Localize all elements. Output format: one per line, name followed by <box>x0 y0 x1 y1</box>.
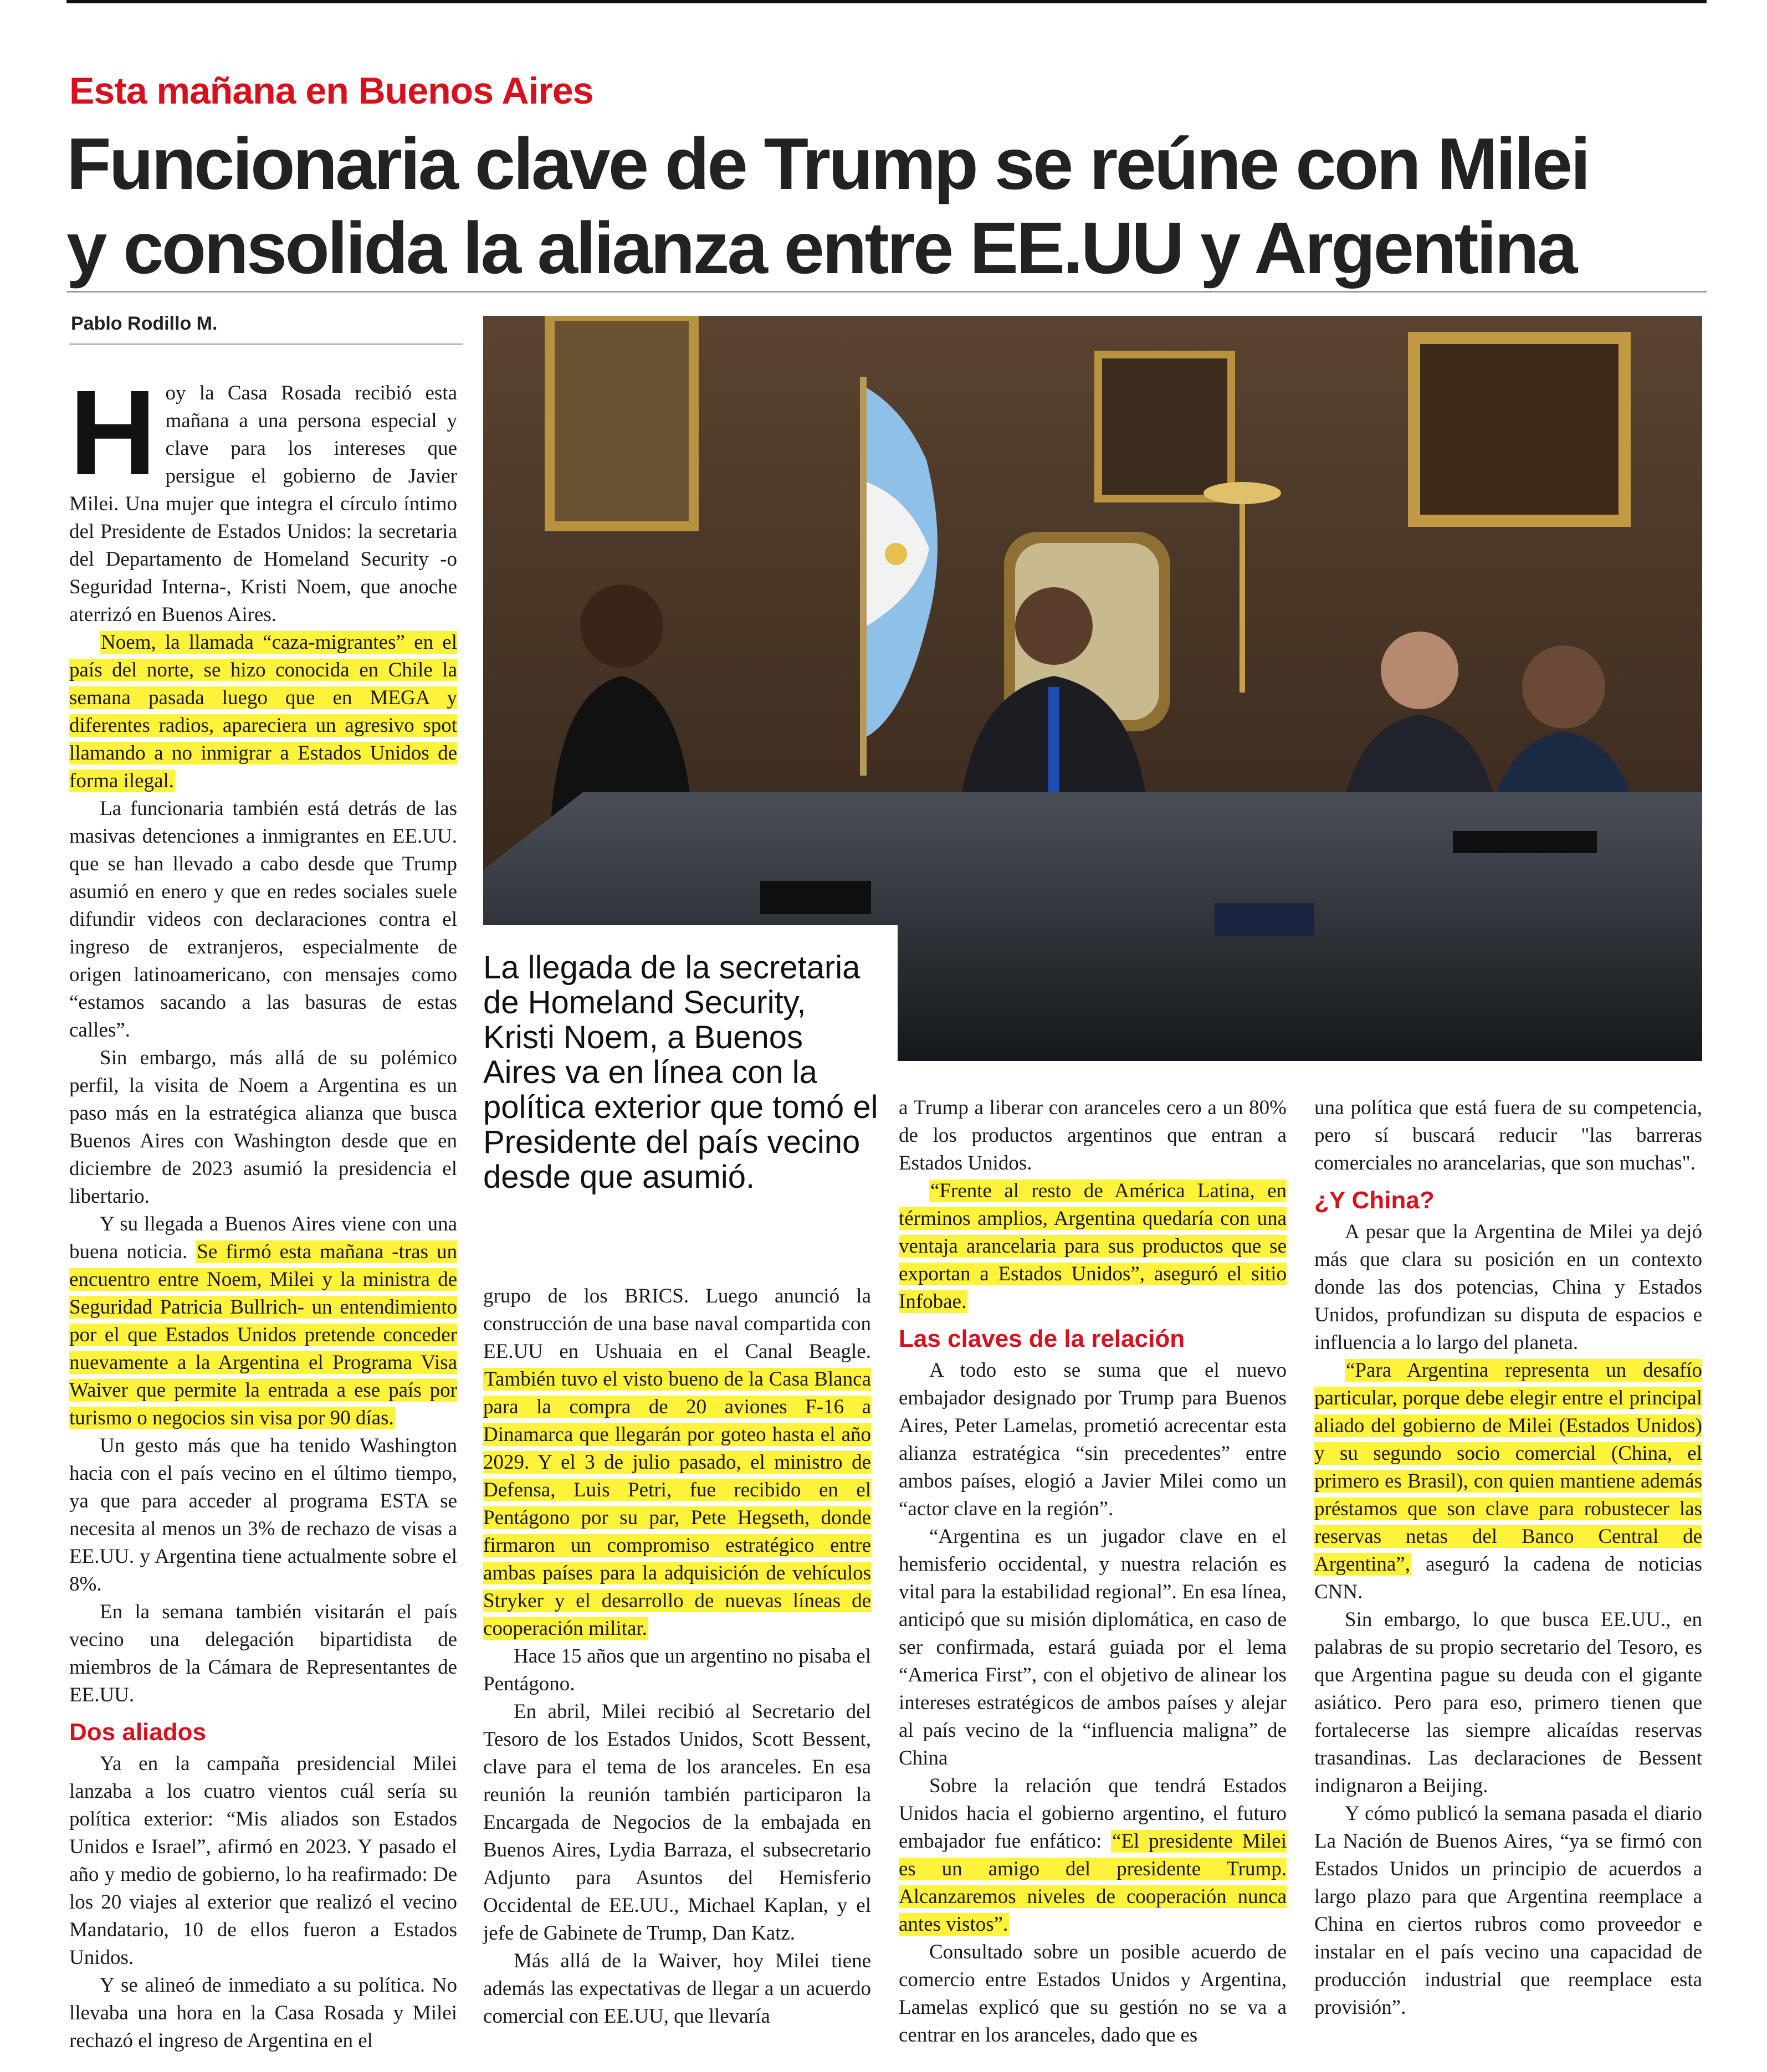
headline <box>66 122 1729 290</box>
subheading-claves: Las claves de la relación <box>899 1325 1185 1352</box>
paragraph <box>69 366 457 629</box>
paragraph: Hace 15 años que un argentino no pisaba el Pentágono. <box>483 1645 871 1695</box>
paragraph-text: Sobre la relación que tendrá Estados Unidos hacia el gobierno argentino, el futuro embajador fue enfático: <box>899 1774 1287 1853</box>
paragraph: Sin embargo, lo que busca EE.UU., en palabras de su propio secretario del Tesoro, es que Argentina pague su deuda con el gigante asiático. Pero para eso, primero tienen que fortalecerse las siempre alicaídas reservas trasandinas. Las declaraciones de Bessent indignaron a Beijing. <box>1314 1608 1702 1797</box>
subheading-dos-aliados: Dos aliados <box>69 1719 206 1746</box>
column-4 <box>1314 1094 1702 2022</box>
headline-rule <box>66 291 1707 293</box>
paragraph: Ya en la campaña presidencial Milei lanzaba a los cuatro vientos cuál sería su política exterior: “Mis aliados son Estados Unidos e Israel”, afirmó en 2023. Y pasado el año y medio de gobierno, lo ha reafirmado: De los 20 viajes al exterior que realizó el vecino Mandatario, 10 de ellos fueron a Estados Unidos. <box>69 1752 457 1969</box>
kicker: Esta mañana en Buenos Aires <box>69 70 593 112</box>
column-1 <box>69 366 457 2055</box>
paragraph: Consultado sobre un posible acuerdo de comercio entre Estados Unidos y Argentina, Lamelas explicó que su gestión no se va a centrar en los aranceles, dado que es <box>899 1941 1287 2047</box>
paragraph: Un gesto más que ha tenido Washington hacia con el país vecino en el último tiempo, ya que para acceder al programa ESTA se necesita al menos un 3% de rechazo de visas a EE.UU. y Argentina tiene actualmente sobre el 8%. <box>69 1434 457 1596</box>
column-2 <box>483 1283 871 2030</box>
paragraph <box>899 1177 1287 1316</box>
column-3 <box>899 1094 1287 2049</box>
highlighted-text: Se firmó esta mañana -tras un encuentro entre Noem, Milei y la ministra de Seguridad Patricia Bullrich- un entendimiento por el que Estados Unidos pretende conceder nuevamente a la Argentina el Programa Visa Waiver que permite la entrada a ese país por turismo o negocios sin visa por 90 días. <box>69 1240 457 1429</box>
paragraph: Y se alineó de inmediato a su política. No llevaba una hora en la Casa Rosada y Milei rechazó el ingreso de Argentina en el <box>69 1974 457 2052</box>
paragraph: Y cómo publicó la semana pasada el diario La Nación de Buenos Aires, “ya se firmó con Estados Unidos un principio de acuerdos a largo plazo para que Argentina reemplace a China en ciertos rubros como proveedor e instalar en el país vecino una capacidad de producción industrial que reemplace esta provisión”. <box>1314 1802 1702 2019</box>
paragraph: a Trump a liberar con aranceles cero a un 80% de los productos argentinos que entran a Estados Unidos. <box>899 1096 1287 1175</box>
highlighted-text: “El presidente Milei es un amigo del presidente Trump. Alcanzaremos niveles de cooperación nunca antes vistos”. <box>899 1830 1287 1936</box>
highlighted-text: “Para Argentina representa un desafío particular, porque debe elegir entre el principal aliado del gobierno de Milei (Estados Unidos) y su segundo socio comercial (China, el primero es Brasil), con quien mantiene además préstamos que son clave para robustecer las reservas netas del Banco Central de Argentina”, <box>1314 1359 1702 1576</box>
paragraph <box>483 1283 871 1643</box>
highlighted-text: También tuvo el visto bueno de la Casa Blanca para la compra de 20 aviones F-16 a Dinamarca que llegarán por goteo hasta el año 2029. Y el 3 de julio pasado, el ministro de Defensa, Luis Petri, fue recibido en el Pentágono por su par, Pete Hegseth, donde firmaron un compromiso estratégico entre ambas países para la adquisición de vehículos Stryker y el desarrollo de nuevas líneas de cooperación militar. <box>483 1368 871 1640</box>
paragraph <box>69 629 457 795</box>
paragraph <box>1314 1357 1702 1606</box>
paragraph: “Argentina es un jugador clave en el hemisferio occidental, y nuestra relación es vital para la estabilidad regional”. En esa línea, anticipó que su misión diplomática, en caso de ser confirmada, estará guiada por el lema “America First”, con el objetivo de alinear los intereses estratégicos de ambos países y alejar al país vecino de la “influencia maligna” de China <box>899 1525 1287 1770</box>
paragraph <box>899 1772 1287 1938</box>
byline: Pablo Rodillo M. <box>71 313 218 334</box>
drop-cap: H <box>69 366 157 500</box>
paragraph: En abril, Milei recibió al Secretario del Tesoro de los Estados Unidos, Scott Bessent, clave para el tema de los aranceles. En esa reunión la reunión también participaron la Encargada de Negocios de la embajada en Buenos Aires, Lydia Barraza, el subsecretario Adjunto para Asuntos del Hemisferio Occidental de EE.UU., Michael Kaplan, y el jefe de Gabinete de Trump, Dan Katz. <box>483 1700 871 1945</box>
paragraph: A todo esto se suma que el nuevo embajador designado por Trump para Buenos Aires, Peter Lamelas, prometió acrecentar esta alianza estratégica “sin precedentes” entre ambos países, elogió a Javier Milei como un “actor clave en la región”. <box>899 1359 1287 1520</box>
photo-caption: La llegada de la secretaria de Homeland Security, Kristi Noem, a Buenos Aires va en línea con la política exterior que tomó el Presidente del país vecino desde que asumió. <box>483 950 878 1195</box>
paragraph-text: aseguró la cadena de noticias CNN. <box>1314 1553 1703 1603</box>
paragraph: una política que está fuera de su competencia, pero sí buscará reducir "las barreras comerciales no arancelarias, que son muchas". <box>1314 1096 1702 1175</box>
paragraph: En la semana también visitarán el país vecino una delegación bipartidista de miembros de la Cámara de Representantes de EE.UU. <box>69 1601 457 1706</box>
paragraph: Sin embargo, más allá de su polémico perfil, la visita de Noem a Argentina es un paso más en la estratégica alianza que busca Buenos Aires con Washington desde que en diciembre de 2023 asumió la presidencia el libertario. <box>69 1047 457 1208</box>
subheading-china: ¿Y China? <box>1314 1187 1435 1214</box>
paragraph-text: grupo de los BRICS. Luego anunció la construcción de una base naval compartida con EE.UU en Ushuaia en el Canal Beagle. <box>483 1285 871 1363</box>
paragraph: A pesar que la Argentina de Milei ya dejó más que clara su posición en un contexto donde las dos potencias, China y Estados Unidos, profundizan su disputa de espacios e influencia a lo largo del planeta. <box>1314 1220 1702 1354</box>
top-rule <box>66 0 1707 3</box>
highlighted-text: “Frente al resto de América Latina, en términos amplios, Argentina quedaría con una ventaja arancelaria para sus productos que se exportan a Estados Unidos”, aseguró el sitio Infobae. <box>899 1179 1287 1313</box>
byline-rule <box>69 343 463 345</box>
paragraph <box>69 1211 457 1432</box>
paragraph-text: oy la Casa Rosada recibió esta mañana a una persona especial y clave para los intereses que persigue el gobierno de Javier Milei. Una mujer que integra el círculo íntimo del Presidente de Estados Unidos: la secretaria del Departamento de Homeland Security -o Seguridad Interna-, Kristi Noem, que anoche aterrizó en Buenos Aires. <box>69 382 457 626</box>
paragraph: Más allá de la Waiver, hoy Milei tiene además las expectativas de llegar a un acuerdo comercial con EE.UU, que llevaría <box>483 1950 871 2028</box>
headline-line-2: y consolida la alianza entre EE.UU y Argentina <box>66 207 1576 289</box>
highlighted-text: Noem, la llamada “caza-migrantes” en el país del norte, se hizo conocida en Chile la semana pasada luego que en MEGA y diferentes radios, apareciera un agresivo spot llamando a no inmigrar a Estados Unidos de forma ilegal. <box>69 631 457 792</box>
paragraph-text: Y su llegada a Buenos Aires viene con una buena noticia. <box>69 1213 457 1263</box>
headline-line-1: Funcionaria clave de Trump se reúne con Milei <box>66 123 1589 204</box>
paragraph: La funcionaria también está detrás de las masivas detenciones a inmigrantes en EE.UU. que se han llevado a cabo desde que Trump asumió en enero y que en redes sociales suele difundir videos con declaraciones contra el ingreso de extranjeros, especialmente de origen latinoamericano, con mensajes como “estamos sacando a las basuras de estas calles”. <box>69 797 457 1042</box>
